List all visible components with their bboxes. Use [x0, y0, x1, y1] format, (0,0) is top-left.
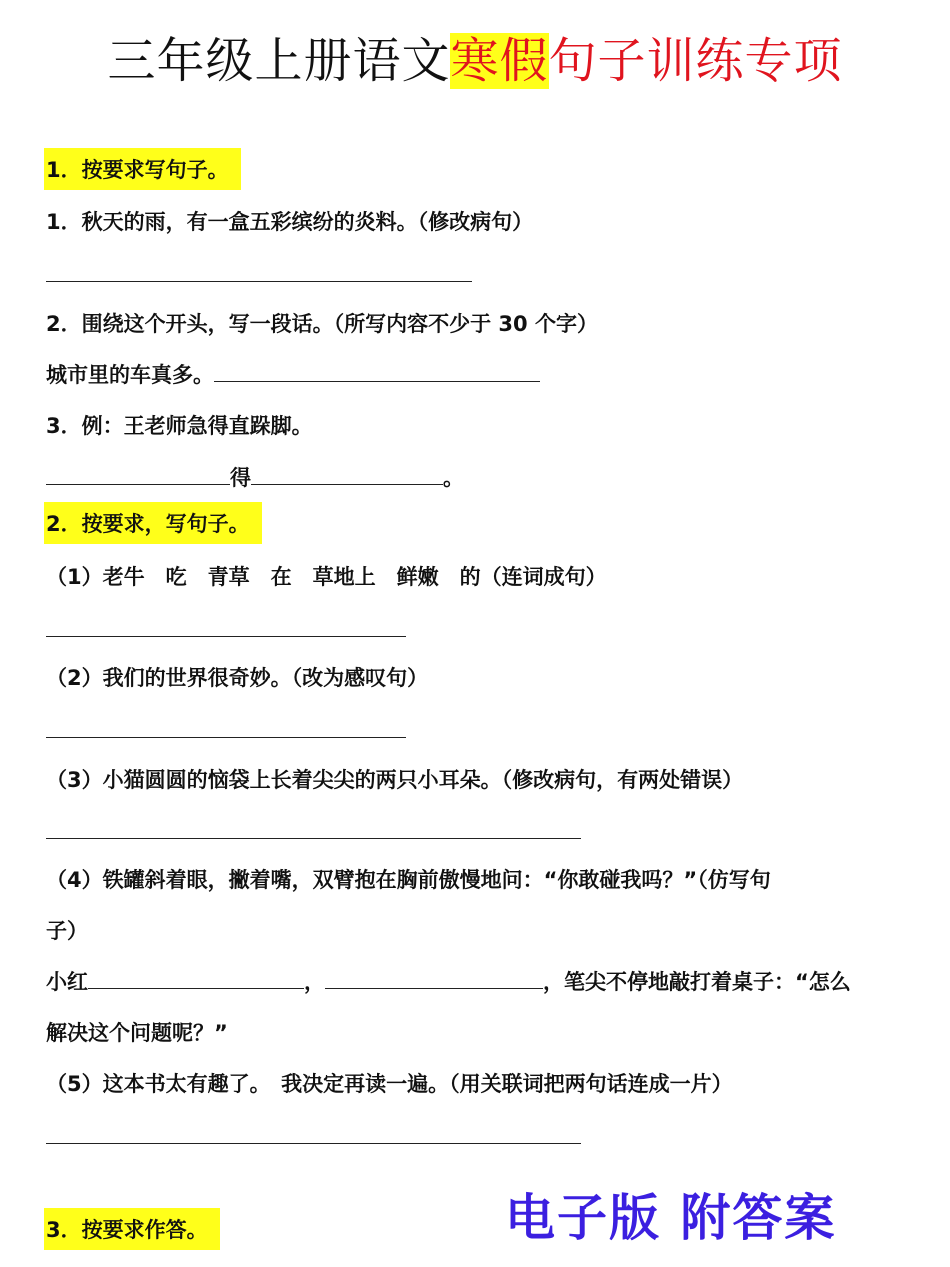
s2-q4-tail: ，笔尖不停地敲打着桌子：“怎么: [543, 970, 851, 994]
s2-q5: （5）这本书太有趣了。 我决定再读一遍。（用关联词把两句话连成一片）: [46, 1072, 733, 1096]
s2-q3-answer-line[interactable]: [46, 838, 581, 839]
s1-q3: 3．例：王老师急得直跺脚。: [46, 414, 313, 438]
s2-q4-line2: 子）: [46, 919, 88, 943]
s2-q3: （3）小猫圆圆的恼袋上长着尖尖的两只小耳朵。（修改病句，有两处错误）: [46, 768, 744, 792]
s2-q4-start: 小红: [46, 970, 88, 994]
s2-q1-answer-line[interactable]: [46, 636, 406, 637]
s2-q4-blank-2[interactable]: [325, 987, 543, 989]
title-part1: 三年级上册语文: [107, 33, 451, 89]
s1-q2-answer-row: [46, 359, 540, 389]
s2-q4-answer-row: [46, 966, 851, 996]
page-title: [0, 22, 950, 91]
s2-q4-line4: 解决这个问题呢？”: [46, 1021, 228, 1045]
title-part2: 句子训练专项: [548, 33, 843, 89]
s1-q2: 2．围绕这个开头，写一段话。（所写内容不少于 30 个字）: [46, 312, 598, 336]
s2-q2: （2）我们的世界很奇妙。（改为感叹句）: [46, 666, 429, 690]
section-1-heading: 1．按要求写句子。: [44, 148, 241, 190]
title-highlight: 寒假: [450, 33, 549, 89]
s1-q3-mid: 得: [230, 466, 251, 490]
section-3-heading: 3．按要求作答。: [44, 1208, 220, 1250]
promo-banner: 电子版 附答案: [505, 1189, 837, 1247]
s1-q3-blank-1[interactable]: [46, 483, 230, 485]
s1-q2-prefix: 城市里的车真多。: [46, 363, 214, 387]
s2-q5-answer-line[interactable]: [46, 1143, 581, 1144]
section-2-heading: 2．按要求，写句子。: [44, 502, 262, 544]
s1-q1: 1．秋天的雨，有一盒五彩缤纷的炎料。（修改病句）: [46, 210, 534, 234]
s2-q4-line1: （4）铁罐斜着眼，撇着嘴，双臂抱在胸前傲慢地问：“你敢碰我吗？”（仿写句: [46, 868, 771, 892]
s2-q2-answer-line[interactable]: [46, 737, 406, 738]
s1-q3-blank-2[interactable]: [251, 483, 443, 485]
s1-q3-answer-row: [46, 462, 464, 492]
s1-q1-answer-line[interactable]: [46, 281, 472, 282]
s2-q1: （1）老牛 吃 青草 在 草地上 鲜嫩 的（连词成句）: [46, 565, 607, 589]
s1-q2-blank[interactable]: [214, 380, 540, 382]
s1-q3-end: 。: [443, 466, 464, 490]
s2-q4-blank-1[interactable]: [88, 987, 304, 989]
s2-q4-comma: ，: [304, 970, 325, 994]
